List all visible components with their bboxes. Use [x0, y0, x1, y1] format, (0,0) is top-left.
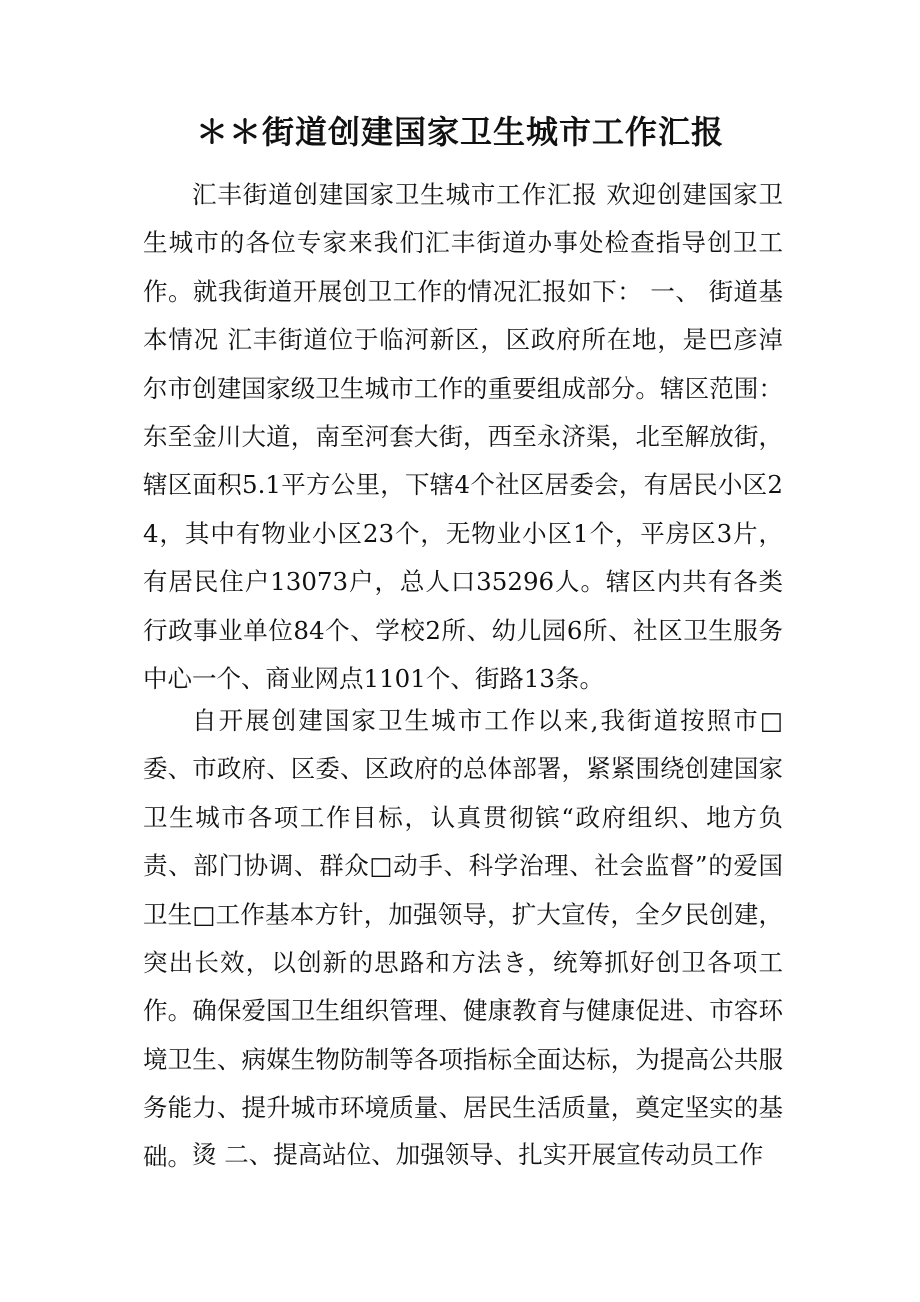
document-title: ＊＊街道创建国家卫生城市工作汇报: [195, 113, 724, 151]
paragraph-work-summary: 自开展创建国家卫生城市工作以来,我街道按照市□委、市政府、区委、区政府的总体部署，紧紧围绕创建国家卫生城市各项工作目标，认真贯彻镔“政府组织、地方负责、部门协调、群众□动手、科学治理、社会监督”的爱国卫生□工作基本方针，加强领导，扩大宣传，全夕民创建，突出长效，以创新的思路和方法き，统筹抓好创卫各项工作。确保爱国卫生组织管理、健康教育与健康促进、市容环境卫生、病媒生物防制等各项指标全面达标，为提高公共服务能力、提升城市环境质量、居民生活质量，奠定坚实的基础。: [143, 706, 783, 1171]
paragraph-section-two-heading: 烫 二、提高站位、加强领导、扎实开展宣传动员工作: [192, 1140, 764, 1169]
paragraph-overview: 汇丰街道创建国家卫生城市工作汇报 欢迎创建国家卫生城市的各位专家来我们汇丰街道办事处检查指导创卫工作。就我街道开展创卫工作的情况汇报如下： 一、 街道基本情况 汇丰街道位于临河新区，区政府所在地，是巴彦淖尔市创建国家级卫生城市工作的重要组成部分。辖区范围：东至金川大道，南至河套大街，西至永济渠，北至解放街，辖区面积5.1平方公里，下辖4个社区居委会，有居民小区24，其中有物业小区23个，无物业小区1个，平房区3片，有居民住户13073户，总人口35296人。辖区内共有各类行政事业单位84个、学校2所、幼儿园6所、社区卫生服务中心一个、商业网点1101个、街路13条。: [143, 180, 783, 694]
